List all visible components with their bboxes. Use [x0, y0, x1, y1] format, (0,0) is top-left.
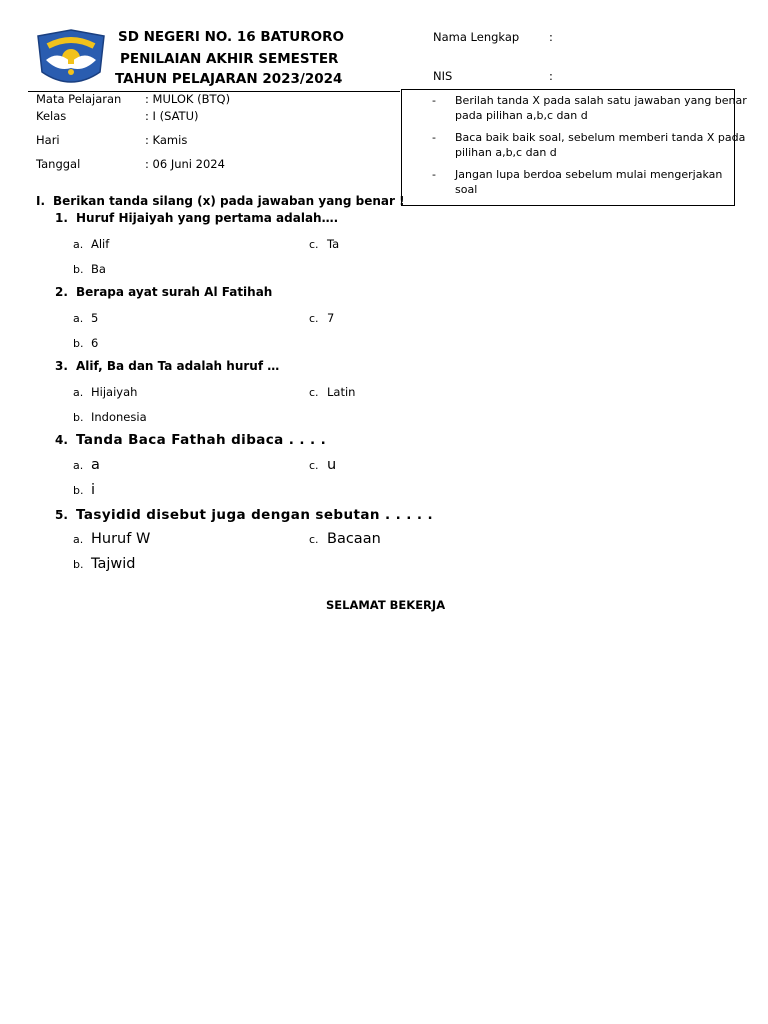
- instruction-dash: -: [432, 131, 436, 144]
- option-a[interactable]: a. Hijaiyah: [73, 385, 138, 399]
- question-text: Berapa ayat surah Al Fatihah: [76, 285, 273, 299]
- meta-value-subject: : MULOK (BTQ): [145, 92, 231, 106]
- question-text: Tanda Baca Fathah dibaca . . . .: [76, 432, 327, 448]
- instruction-item: Jangan lupa berdoa sebelum mulai mengerjakan soal: [455, 168, 723, 196]
- option-a[interactable]: a. a: [73, 457, 100, 473]
- question-number: 5.: [55, 508, 68, 522]
- question-text: Huruf Hijaiyah yang pertama adalah….: [76, 211, 339, 225]
- nis-colon: :: [549, 69, 553, 83]
- question-number: 4.: [55, 433, 68, 447]
- instruction-item: Baca baik baik soal, sebelum memberi tanda X pada pilihan a,b,c dan d: [455, 131, 746, 159]
- meta-value-class: : I (SATU): [145, 109, 199, 123]
- question-text: Alif, Ba dan Ta adalah huruf …: [76, 359, 280, 373]
- meta-value-day: : Kamis: [145, 133, 188, 147]
- meta-label-subject: Mata Pelajaran: [36, 92, 122, 106]
- option-a[interactable]: a. Huruf W: [73, 531, 151, 547]
- tut-wuri-handayani-logo: [34, 28, 108, 92]
- school-name: SD NEGERI NO. 16 BATURORO: [118, 29, 344, 45]
- option-a[interactable]: a. Alif: [73, 237, 110, 251]
- option-b[interactable]: b. 6: [73, 336, 99, 350]
- instruction-dash: -: [432, 168, 436, 181]
- nis-label: NIS: [433, 69, 453, 83]
- meta-label-day: Hari: [36, 133, 60, 147]
- exam-title: PENILAIAN AKHIR SEMESTER: [120, 51, 339, 67]
- name-colon: :: [549, 30, 553, 44]
- section-title: Berikan tanda silang (x) pada jawaban yang benar !: [53, 194, 405, 208]
- option-c[interactable]: c. Bacaan: [309, 531, 381, 547]
- option-b[interactable]: b. i: [73, 482, 96, 498]
- option-a[interactable]: a. 5: [73, 311, 99, 325]
- name-label: Nama Lengkap: [433, 30, 520, 44]
- option-c[interactable]: c. 7: [309, 311, 335, 325]
- instruction-item: Berilah tanda X pada salah satu jawaban yang benar pada pilihan a,b,c dan d: [455, 94, 747, 122]
- question-text: Tasyidid disebut juga dengan sebutan . . . . .: [76, 507, 434, 523]
- option-b[interactable]: b. Tajwid: [73, 556, 136, 572]
- meta-label-date: Tanggal: [36, 157, 81, 171]
- meta-value-date: : 06 Juni 2024: [145, 157, 225, 171]
- option-b[interactable]: b. Indonesia: [73, 410, 147, 424]
- question-number: 3.: [55, 359, 68, 373]
- meta-label-class: Kelas: [36, 109, 67, 123]
- section-number: I.: [36, 194, 46, 208]
- instruction-box: [401, 89, 747, 206]
- option-c[interactable]: c. Latin: [309, 385, 356, 399]
- instruction-dash: -: [432, 94, 436, 107]
- question-number: 2.: [55, 285, 68, 299]
- option-c[interactable]: c. u: [309, 457, 337, 473]
- question-number: 1.: [55, 211, 68, 225]
- academic-year: TAHUN PELAJARAN 2023/2024: [115, 71, 343, 87]
- option-b[interactable]: b. Ba: [73, 262, 106, 276]
- closing-text: SELAMAT BEKERJA: [326, 598, 446, 612]
- option-c[interactable]: c. Ta: [309, 237, 340, 251]
